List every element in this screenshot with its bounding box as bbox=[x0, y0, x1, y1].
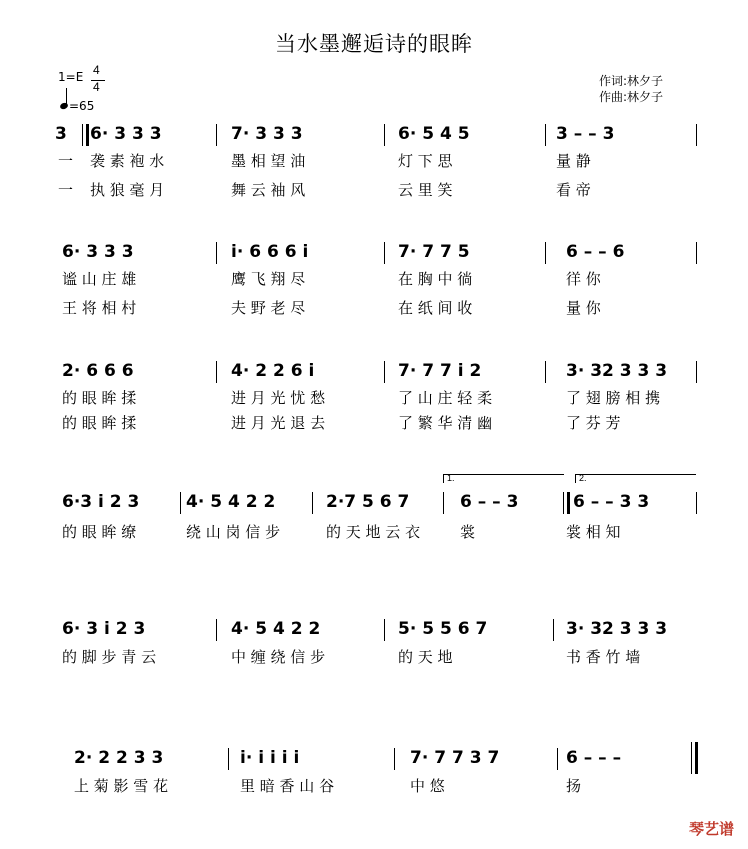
lyric-verse-2: 夫 野 老 尽 bbox=[231, 299, 306, 317]
lyric-verse-1: 了 山 庄 轻 柔 bbox=[398, 389, 493, 407]
measure: 2·7 5 6 7 bbox=[326, 492, 410, 512]
score-title: 当水墨邂逅诗的眼眸 bbox=[275, 32, 473, 56]
barline bbox=[557, 748, 558, 770]
lyric-verse-1: 的 脚 步 青 云 bbox=[62, 648, 157, 666]
lyric-verse-1: 裳 相 知 bbox=[566, 523, 621, 541]
measure: 6· 3 i 2 3 bbox=[62, 619, 146, 639]
barline bbox=[180, 492, 181, 514]
lyric-verse-1: 一 bbox=[58, 152, 74, 170]
lyric-verse-2: 的 眼 眸 揉 bbox=[62, 414, 137, 432]
lyric-verse-2: 看 帝 bbox=[556, 181, 591, 199]
barline bbox=[216, 361, 217, 383]
barline bbox=[545, 242, 546, 264]
barline bbox=[545, 124, 546, 146]
barline bbox=[384, 242, 385, 264]
measure: 3· 32 3 3 3 bbox=[566, 361, 668, 381]
lyric-verse-1: 的 眼 眸 揉 bbox=[62, 389, 137, 407]
measure: i· i i i i bbox=[240, 748, 300, 768]
second-ending-bracket bbox=[575, 474, 696, 483]
lyric-verse-1: 墨 相 望 油 bbox=[231, 152, 306, 170]
barline bbox=[696, 124, 697, 146]
measure: 6 – – 6 bbox=[566, 242, 625, 262]
final-barline-thin bbox=[691, 742, 692, 774]
barline bbox=[216, 619, 217, 641]
lyric-verse-2: 王 将 相 村 bbox=[62, 299, 137, 317]
lyricist-credit: 作词:林夕子 bbox=[599, 74, 664, 88]
lyric-verse-1: 中 缠 绕 信 步 bbox=[231, 648, 326, 666]
measure: 7· 7 7 i 2 bbox=[398, 361, 482, 381]
barline bbox=[696, 361, 697, 383]
lyric-verse-1: 中 悠 bbox=[410, 777, 445, 795]
measure: 4· 5 4 2 2 bbox=[186, 492, 276, 512]
lyric-verse-2: 执 狼 毫 月 bbox=[90, 181, 165, 199]
lyric-verse-1: 谧 山 庄 雄 bbox=[62, 270, 137, 288]
lyric-verse-1: 的 天 地 bbox=[398, 648, 453, 666]
lyric-verse-1: 进 月 光 忧 愁 bbox=[231, 389, 326, 407]
lyric-verse-1: 裳 bbox=[460, 523, 476, 541]
measure: 7· 3 3 3 bbox=[231, 124, 303, 144]
lyric-verse-1: 里 暗 香 山 谷 bbox=[240, 777, 335, 795]
barline bbox=[553, 619, 554, 641]
repeat-end-barline bbox=[567, 492, 570, 514]
first-ending-label: 1. bbox=[447, 473, 455, 483]
measure: 6 – – 3 3 bbox=[573, 492, 650, 512]
pickup-measure: 3 bbox=[55, 124, 67, 144]
measure: 3· 32 3 3 3 bbox=[566, 619, 668, 639]
measure: 2· 6 6 6 bbox=[62, 361, 134, 381]
barline bbox=[443, 492, 444, 514]
lyric-verse-2: 云 里 笑 bbox=[398, 181, 453, 199]
measure: 7· 7 7 5 bbox=[398, 242, 470, 262]
barline bbox=[216, 124, 217, 146]
lyric-verse-1: 鹰 飞 翔 尽 bbox=[231, 270, 306, 288]
barline bbox=[545, 361, 546, 383]
measure: 2· 2 2 3 3 bbox=[74, 748, 164, 768]
measure: 4· 2 2 6 i bbox=[231, 361, 315, 381]
time-signature-bottom: 4 bbox=[93, 80, 100, 94]
measure: 6· 5 4 5 bbox=[398, 124, 470, 144]
measure: i· 6 6 6 i bbox=[231, 242, 309, 262]
lyric-verse-1: 量 静 bbox=[556, 152, 591, 170]
site-watermark-logo: 琴艺谱 bbox=[688, 820, 734, 838]
lyric-verse-1: 的 天 地 云 衣 bbox=[326, 523, 421, 541]
barline bbox=[228, 748, 229, 770]
first-ending-bracket bbox=[443, 474, 564, 483]
repeat-start-barline bbox=[86, 124, 89, 146]
barline bbox=[312, 492, 313, 514]
lyric-verse-1: 在 胸 中 徜 bbox=[398, 270, 473, 288]
barline bbox=[384, 619, 385, 641]
lyric-verse-1: 灯 下 思 bbox=[398, 152, 453, 170]
measure: 6 – – 3 bbox=[460, 492, 519, 512]
tempo-marking: =65 bbox=[69, 99, 95, 113]
barline bbox=[696, 242, 697, 264]
measure: 6· 3 3 3 bbox=[90, 124, 162, 144]
lyric-verse-1: 书 香 竹 墙 bbox=[566, 648, 641, 666]
barline bbox=[696, 492, 697, 514]
repeat-end-barline bbox=[563, 492, 564, 514]
measure: 3 – – 3 bbox=[556, 124, 615, 144]
measure: 6·3 i 2 3 bbox=[62, 492, 140, 512]
lyric-verse-2: 在 纸 间 收 bbox=[398, 299, 473, 317]
lyric-verse-1: 绕 山 岗 信 步 bbox=[186, 523, 281, 541]
barline bbox=[394, 748, 395, 770]
measure: 6· 3 3 3 bbox=[62, 242, 134, 262]
measure: 5· 5 5 6 7 bbox=[398, 619, 488, 639]
measure: 7· 7 7 3 7 bbox=[410, 748, 500, 768]
lyric-verse-1: 的 眼 眸 缭 bbox=[62, 523, 137, 541]
barline bbox=[82, 124, 83, 146]
final-barline-thick bbox=[695, 742, 698, 774]
lyric-verse-2: 了 繁 华 清 幽 bbox=[398, 414, 493, 432]
quarter-note-icon bbox=[59, 102, 69, 110]
barline bbox=[216, 242, 217, 264]
measure: 6 – – – bbox=[566, 748, 622, 768]
lyric-verse-1: 上 菊 影 雪 花 bbox=[74, 777, 169, 795]
lyric-verse-1: 了 翅 膀 相 携 bbox=[566, 389, 661, 407]
lyric-verse-1: 袭 素 袍 水 bbox=[90, 152, 165, 170]
barline bbox=[384, 361, 385, 383]
lyric-verse-2: 进 月 光 退 去 bbox=[231, 414, 326, 432]
lyric-verse-2: 了 芬 芳 bbox=[566, 414, 621, 432]
measure: 4· 5 4 2 2 bbox=[231, 619, 321, 639]
lyric-verse-2: 一 bbox=[58, 181, 74, 199]
time-signature-top: 4 bbox=[93, 63, 100, 77]
key-signature: 1=E bbox=[58, 70, 84, 84]
barline bbox=[384, 124, 385, 146]
lyric-verse-2: 舞 云 袖 风 bbox=[231, 181, 306, 199]
second-ending-label: 2. bbox=[579, 473, 587, 483]
lyric-verse-1: 扬 bbox=[566, 777, 582, 795]
lyric-verse-2: 量 你 bbox=[566, 299, 601, 317]
composer-credit: 作曲:林夕子 bbox=[599, 90, 664, 104]
lyric-verse-1: 徉 你 bbox=[566, 270, 601, 288]
